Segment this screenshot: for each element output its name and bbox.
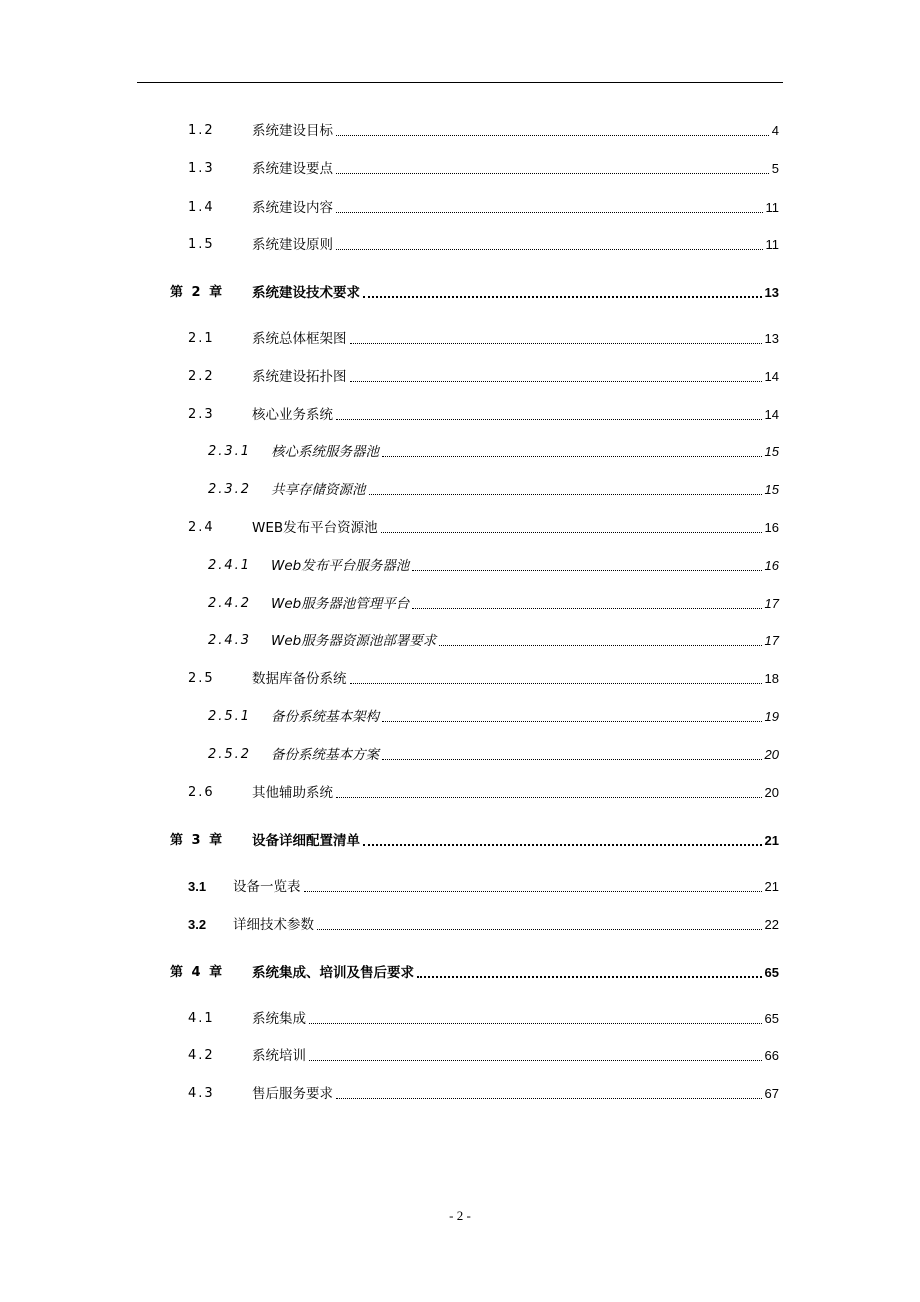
- toc-leader-dots: [309, 1060, 762, 1061]
- page-footer: - 2 -: [449, 1208, 471, 1223]
- toc-entry-title: 详细技术参数: [233, 917, 314, 933]
- toc-entry-line: [252, 158, 779, 180]
- toc-entry-title: 系统建设要点: [252, 161, 333, 177]
- toc-entry-line: [233, 876, 779, 898]
- toc-leader-dots: [382, 456, 762, 457]
- toc-entry-title: 系统建设内容: [252, 200, 333, 216]
- toc-leader-dots: [336, 212, 763, 213]
- toc-entry-page: 13: [764, 331, 779, 346]
- toc-entry-page: 20: [764, 785, 779, 800]
- toc-entry-number: 2.5: [188, 671, 215, 686]
- toc-entry[interactable]: [0, 120, 920, 142]
- toc-entry-title: Web服务器资源池部署要求: [271, 633, 437, 649]
- toc-leader-dots: [309, 1023, 762, 1024]
- toc-entry-title: 系统建设技术要求: [252, 285, 360, 301]
- toc-entry-number: 2.3: [188, 407, 215, 422]
- toc-entry-page: 21: [764, 879, 779, 894]
- toc-entry[interactable]: [0, 158, 920, 180]
- toc-entry-number: 2.4.1: [208, 558, 252, 573]
- toc-leader-dots: [350, 381, 762, 382]
- toc-entry[interactable]: [0, 234, 920, 256]
- toc-entry[interactable]: [0, 366, 920, 388]
- toc-entry-page: 11: [765, 237, 779, 252]
- toc-entry-number: 第 4 章: [170, 965, 225, 980]
- toc-entry-number: 2.5.1: [208, 709, 252, 724]
- toc-leader-dots: [382, 721, 762, 722]
- toc-entry-page: 67: [764, 1086, 779, 1101]
- toc-entry-page: 65: [764, 1011, 779, 1026]
- toc-entry-title: 设备一览表: [233, 879, 301, 895]
- toc-entry-line: [271, 630, 779, 652]
- toc-entry-title: 核心业务系统: [252, 407, 333, 423]
- toc-entry-line: [252, 830, 779, 852]
- toc-entry-number: 第 3 章: [170, 833, 225, 848]
- toc-entry-line: [252, 1083, 779, 1105]
- toc-entry-number: 2.1: [188, 331, 215, 346]
- toc-leader-dots: [317, 929, 762, 930]
- toc-entry-title: 共享存储资源池: [271, 482, 366, 498]
- toc-entry-title: 备份系统基本方案: [271, 747, 379, 763]
- toc-entry-title: 系统集成: [252, 1011, 306, 1027]
- toc-leader-dots: [417, 976, 762, 978]
- toc-entry-title: 系统集成、培训及售后要求: [252, 965, 414, 981]
- toc-entry[interactable]: [0, 1083, 920, 1105]
- toc-entry[interactable]: [0, 914, 920, 936]
- toc-entry-page: 20: [764, 747, 779, 762]
- toc-leader-dots: [336, 173, 769, 174]
- toc-entry-number: 2.3.1: [208, 444, 252, 459]
- toc-entry[interactable]: [0, 744, 920, 766]
- toc-entry-title: Web服务器池管理平台: [271, 596, 410, 612]
- toc-entry-number: 4.1: [188, 1011, 215, 1026]
- toc-leader-dots: [336, 419, 762, 420]
- toc-entry-title: 售后服务要求: [252, 1086, 333, 1102]
- toc-entry[interactable]: [0, 517, 920, 539]
- toc-entry-title: 系统建设目标: [252, 123, 333, 139]
- toc-leader-dots: [336, 135, 769, 136]
- toc-leader-dots: [412, 608, 761, 609]
- toc-entry-line: [271, 744, 779, 766]
- toc-leader-dots: [381, 532, 762, 533]
- toc-entry-title: 系统培训: [252, 1048, 306, 1064]
- toc-entry-number: 2.6: [188, 785, 215, 800]
- toc-entry-number: 3.1: [188, 879, 207, 894]
- toc-entry-page: 5: [771, 161, 779, 176]
- toc-entry-number: 2.3.2: [208, 482, 252, 497]
- toc-entry-line: [271, 555, 779, 577]
- toc-entry-title: 系统总体框架图: [252, 331, 347, 347]
- toc-entry[interactable]: [0, 1008, 920, 1030]
- toc-entry[interactable]: [0, 782, 920, 804]
- toc-entry-number: 2.4: [188, 520, 215, 535]
- toc-entry-line: [252, 782, 779, 804]
- toc-entry-line: [252, 234, 779, 256]
- toc-entry-page: 65: [764, 965, 779, 980]
- toc-entry-page: 15: [764, 482, 779, 497]
- toc-entry-line: [252, 404, 779, 426]
- toc-entry-page: 19: [764, 709, 779, 724]
- toc-entry-line: [252, 962, 779, 984]
- toc-entry-page: 18: [764, 671, 779, 686]
- toc-leader-dots: [382, 759, 762, 760]
- toc-entry-title: 数据库备份系统: [252, 671, 347, 687]
- toc-leader-dots: [350, 343, 762, 344]
- toc-entry-page: 11: [765, 200, 779, 215]
- toc-entry-line: [271, 706, 779, 728]
- toc-entry[interactable]: [0, 876, 920, 898]
- toc-entry[interactable]: [0, 706, 920, 728]
- toc-entry-number: 2.2: [188, 369, 215, 384]
- toc-entry-line: [271, 593, 779, 615]
- toc-entry-title: Web发布平台服务器池: [271, 558, 410, 574]
- toc-entry[interactable]: [0, 830, 920, 852]
- toc-entry[interactable]: [0, 328, 920, 350]
- toc-entry[interactable]: [0, 404, 920, 426]
- toc-leader-dots: [369, 494, 762, 495]
- toc-entry-title: 备份系统基本架构: [271, 709, 379, 725]
- toc-entry-line: [252, 517, 779, 539]
- toc-entry-number: 4.3: [188, 1086, 215, 1101]
- toc-entry-number: 1.5: [188, 237, 215, 252]
- toc-entry-title: 设备详细配置清单: [252, 833, 360, 849]
- toc-entry-number: 1.3: [188, 161, 215, 176]
- toc-entry[interactable]: [0, 282, 920, 304]
- toc-entry-line: [252, 1008, 779, 1030]
- toc-entry-page: 14: [764, 407, 779, 422]
- toc-entry-line: [233, 914, 779, 936]
- toc-entry[interactable]: [0, 593, 920, 615]
- toc-entry-title: WEB发布平台资源池: [252, 520, 378, 536]
- toc-entry-page: 66: [764, 1048, 779, 1063]
- toc-leader-dots: [336, 1098, 762, 1099]
- toc-entry[interactable]: [0, 479, 920, 501]
- toc-entry[interactable]: [0, 555, 920, 577]
- toc-entry-title: 其他辅助系统: [252, 785, 333, 801]
- toc-leader-dots: [439, 645, 761, 646]
- toc-leader-dots: [304, 891, 762, 892]
- toc-entry[interactable]: [0, 197, 920, 219]
- toc-entry-line: [271, 479, 779, 501]
- toc-leader-dots: [336, 249, 763, 250]
- toc-entry-page: 21: [764, 833, 779, 848]
- toc-entry-page: 17: [764, 596, 779, 611]
- toc-entry-line: [252, 366, 779, 388]
- toc-entry-number: 第 2 章: [170, 285, 225, 300]
- toc-entry[interactable]: [0, 962, 920, 984]
- toc-entry-title: 核心系统服务器池: [271, 444, 379, 460]
- toc-entry[interactable]: [0, 668, 920, 690]
- toc-entry-number: 3.2: [188, 917, 207, 932]
- toc-entry-page: 16: [764, 520, 779, 535]
- toc-leader-dots: [350, 683, 762, 684]
- toc-entry-page: 15: [764, 444, 779, 459]
- toc-entry[interactable]: [0, 1045, 920, 1067]
- toc-entry-page: 17: [764, 633, 779, 648]
- toc-entry-number: 1.4: [188, 200, 215, 215]
- toc-entry-number: 2.5.2: [208, 747, 252, 762]
- toc-leader-dots: [412, 570, 761, 571]
- toc-entry[interactable]: [0, 630, 920, 652]
- toc-entry-line: [252, 1045, 779, 1067]
- toc-leader-dots: [363, 296, 762, 298]
- toc-entry-line: [252, 282, 779, 304]
- toc-entry-page: 22: [764, 917, 779, 932]
- toc-entry-line: [252, 328, 779, 350]
- toc-entry-title: 系统建设原则: [252, 237, 333, 253]
- toc-entry-line: [252, 120, 779, 142]
- toc-entry-page: 13: [764, 285, 779, 300]
- toc-entry[interactable]: [0, 441, 920, 463]
- toc-entry-number: 2.4.2: [208, 596, 252, 611]
- toc-leader-dots: [336, 797, 762, 798]
- toc-entry-number: 4.2: [188, 1048, 215, 1063]
- toc-leader-dots: [363, 844, 762, 846]
- toc-entry-number: 1.2: [188, 123, 215, 138]
- toc-entry-number: 2.4.3: [208, 633, 252, 648]
- toc-entry-line: [252, 197, 779, 219]
- toc-entry-page: 14: [764, 369, 779, 384]
- toc-entry-page: 4: [771, 123, 779, 138]
- toc-entry-line: [271, 441, 779, 463]
- toc-entry-page: 16: [764, 558, 779, 573]
- toc-entry-line: [252, 668, 779, 690]
- toc-entry-title: 系统建设拓扑图: [252, 369, 347, 385]
